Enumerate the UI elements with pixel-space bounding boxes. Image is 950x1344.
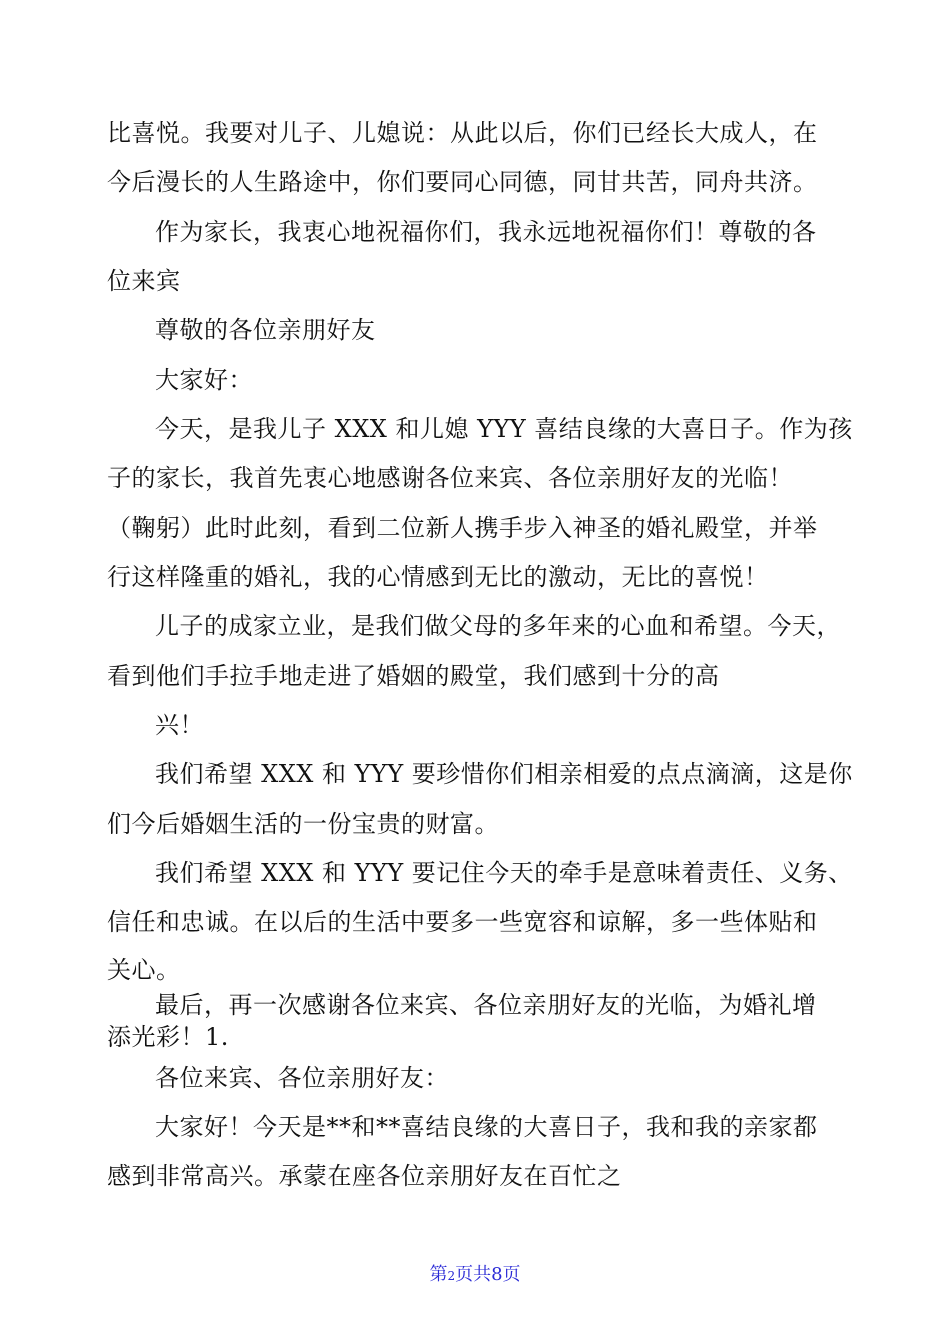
text-line: 比喜悦。我要对儿子、儿媳说：从此以后，你们已经长大成人，在 <box>107 119 818 147</box>
text-line: 大家好！今天是**和**喜结良缘的大喜日子，我和我的亲家都 <box>155 1113 818 1141</box>
text-line: 看到他们手拉手地走进了婚姻的殿堂，我们感到十分的高 <box>107 662 720 690</box>
text-line: 最后，再一次感谢各位来宾、各位亲朋好友的光临，为婚礼增 <box>155 991 817 1019</box>
text-line: 我们希望 XXX 和 YYY 要珍惜你们相亲相爱的点点滴滴，这是你 <box>155 760 853 788</box>
footer-page-total: 8 <box>491 1264 503 1285</box>
footer-prefix: 第 <box>429 1264 448 1285</box>
footer-middle: 页共 <box>455 1264 492 1285</box>
text-line: 大家好： <box>155 366 253 394</box>
page-footer <box>0 1260 950 1286</box>
text-line: 行这样隆重的婚礼，我的心情感到无比的激动，无比的喜悦！ <box>107 563 769 591</box>
text-line: 作为家长，我衷心地祝福你们，我永远地祝福你们！尊敬的各 <box>155 218 817 246</box>
text-line: 今天，是我儿子 XXX 和儿媳 YYY 喜结良缘的大喜日子。作为孩 <box>155 415 853 443</box>
text-line: 我们希望 XXX 和 YYY 要记住今天的牵手是意味着责任、义务、 <box>155 859 853 887</box>
text-line: 尊敬的各位亲朋好友 <box>155 316 376 344</box>
footer-page-current: 2 <box>447 1269 456 1283</box>
text-line: 子的家长，我首先衷心地感谢各位来宾、各位亲朋好友的光临！ <box>107 464 793 492</box>
text-line: 兴！ <box>155 711 204 739</box>
text-line: 儿子的成家立业，是我们做父母的多年来的心血和希望。今天， <box>155 612 841 640</box>
text-line: 添光彩！1. <box>107 1023 229 1051</box>
text-line: 们今后婚姻生活的一份宝贵的财富。 <box>107 810 499 838</box>
footer-suffix: 页 <box>502 1264 521 1285</box>
text-line: 感到非常高兴。承蒙在座各位亲朋好友在百忙之 <box>107 1162 622 1190</box>
text-line: 位来宾 <box>107 267 181 295</box>
text-line: 信任和忠诚。在以后的生活中要多一些宽容和谅解，多一些体贴和 <box>107 908 818 936</box>
text-line: 各位来宾、各位亲朋好友： <box>155 1064 449 1092</box>
text-line: （鞠躬）此时此刻，看到二位新人携手步入神圣的婚礼殿堂，并举 <box>107 514 818 542</box>
text-line: 关心。 <box>107 956 181 984</box>
text-line: 今后漫长的人生路途中，你们要同心同德，同甘共苦，同舟共济。 <box>107 168 818 196</box>
